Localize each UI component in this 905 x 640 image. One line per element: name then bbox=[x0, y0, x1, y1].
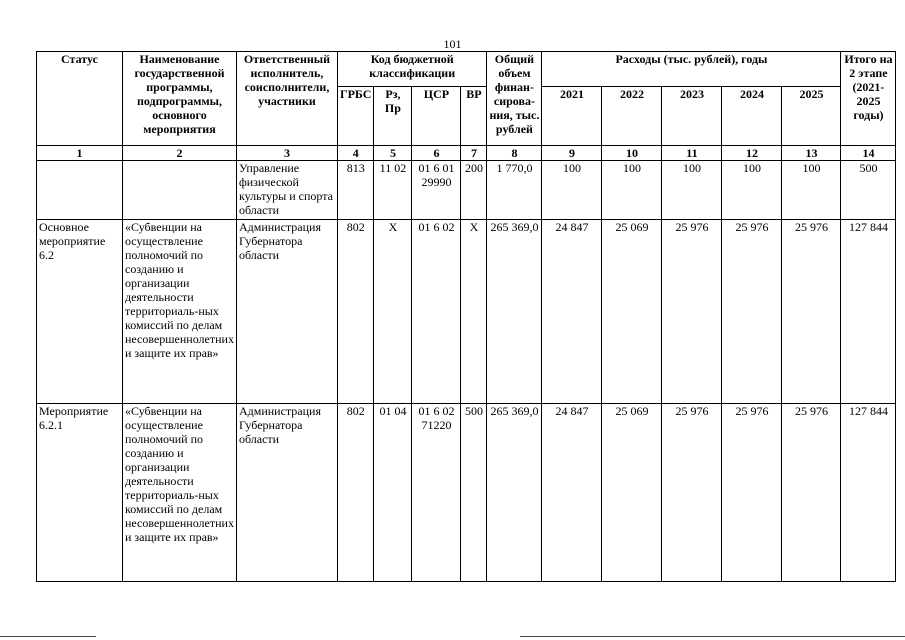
column-number: 14 bbox=[841, 146, 896, 161]
cell-2025: 25 976 bbox=[782, 220, 841, 404]
header-2024: 2024 bbox=[722, 87, 782, 146]
header-2025: 2025 bbox=[782, 87, 841, 146]
cell-2021: 24 847 bbox=[542, 404, 602, 582]
header-vr: ВР bbox=[461, 87, 487, 146]
cell-status: Основное мероприятие 6.2 bbox=[37, 220, 123, 404]
column-number: 10 bbox=[602, 146, 662, 161]
header-2023: 2023 bbox=[662, 87, 722, 146]
column-number: 6 bbox=[412, 146, 461, 161]
header-itogo: Итого на 2 этапе (2021-2025 годы) bbox=[841, 52, 896, 146]
column-number: 9 bbox=[542, 146, 602, 161]
cell-total: 265 369,0 bbox=[487, 404, 542, 582]
cell-2022: 25 069 bbox=[602, 220, 662, 404]
cell-vr: 500 bbox=[461, 404, 487, 582]
column-number: 7 bbox=[461, 146, 487, 161]
header-expenses: Расходы (тыс. рублей), годы bbox=[542, 52, 841, 87]
cell-responsible: Администрация Губернатора области bbox=[236, 404, 337, 582]
cell-2023: 100 bbox=[662, 161, 722, 220]
cell-rz-pr: 11 02 bbox=[374, 161, 412, 220]
header-budget-code: Код бюджетной классификации bbox=[337, 52, 486, 87]
table-row bbox=[37, 220, 896, 404]
cell-2021: 100 bbox=[542, 161, 602, 220]
cell-2024: 25 976 bbox=[722, 220, 782, 404]
column-number: 12 bbox=[722, 146, 782, 161]
header-status: Статус bbox=[37, 52, 123, 146]
cell-responsible: Администрация Губернатора области bbox=[236, 220, 337, 404]
scan-edge-line-right bbox=[520, 636, 905, 637]
cell-responsible: Управление физической культуры и спорта области bbox=[236, 161, 337, 220]
cell-2022: 25 069 bbox=[602, 404, 662, 582]
cell-csr: 01 6 01 29990 bbox=[412, 161, 461, 220]
cell-2022: 100 bbox=[602, 161, 662, 220]
column-number: 4 bbox=[337, 146, 373, 161]
cell-grbs: 802 bbox=[337, 404, 373, 582]
cell-status: Мероприятие 6.2.1 bbox=[37, 404, 123, 582]
cell-2023: 25 976 bbox=[662, 220, 722, 404]
header-row bbox=[37, 52, 896, 87]
cell-vr: X bbox=[461, 220, 487, 404]
cell-rz-pr: 01 04 bbox=[374, 404, 412, 582]
column-number: 8 bbox=[487, 146, 542, 161]
cell-2023: 25 976 bbox=[662, 404, 722, 582]
header-2022: 2022 bbox=[602, 87, 662, 146]
page-number: 101 bbox=[443, 37, 462, 51]
header-total-volume: Общий объем финан-сирова-ния, тыс. рублей bbox=[487, 52, 542, 146]
cell-total: 1 770,0 bbox=[487, 161, 542, 220]
cell-name bbox=[123, 161, 237, 220]
cell-vr: 200 bbox=[461, 161, 487, 220]
column-number: 2 bbox=[123, 146, 237, 161]
cell-2021: 24 847 bbox=[542, 220, 602, 404]
scan-edge-line-left bbox=[0, 636, 96, 637]
cell-2024: 100 bbox=[722, 161, 782, 220]
cell-grbs: 813 bbox=[337, 161, 373, 220]
cell-name: «Субвенции на осуществление полномочий по созданию и организации деятельности территориаль-ных комиссий по делам несовершеннолетних и защите их прав» bbox=[123, 404, 237, 582]
cell-itogo: 500 bbox=[841, 161, 896, 220]
cell-csr: 01 6 02 71220 bbox=[412, 404, 461, 582]
column-number: 1 bbox=[37, 146, 123, 161]
cell-itogo: 127 844 bbox=[841, 220, 896, 404]
cell-name: «Субвенции на осуществление полномочий по созданию и организации деятельности территориаль-ных комиссий по делам несовершеннолетних и защите их прав» bbox=[123, 220, 237, 404]
column-number: 3 bbox=[236, 146, 337, 161]
budget-table bbox=[36, 51, 896, 582]
header-rz-pr: Рз, Пр bbox=[374, 87, 412, 146]
cell-grbs: 802 bbox=[337, 220, 373, 404]
cell-csr: 01 6 02 bbox=[412, 220, 461, 404]
cell-2025: 100 bbox=[782, 161, 841, 220]
column-number: 5 bbox=[374, 146, 412, 161]
header-responsible: Ответственный исполнитель, соисполнители, участники bbox=[236, 52, 337, 146]
header-grbs: ГРБС bbox=[337, 87, 373, 146]
cell-2024: 25 976 bbox=[722, 404, 782, 582]
header-csr: ЦСР bbox=[412, 87, 461, 146]
table-row bbox=[37, 404, 896, 582]
cell-total: 265 369,0 bbox=[487, 220, 542, 404]
column-number: 11 bbox=[662, 146, 722, 161]
column-number-row bbox=[37, 146, 896, 161]
table-row bbox=[37, 161, 896, 220]
column-number: 13 bbox=[782, 146, 841, 161]
cell-rz-pr: X bbox=[374, 220, 412, 404]
cell-itogo: 127 844 bbox=[841, 404, 896, 582]
cell-status bbox=[37, 161, 123, 220]
header-2021: 2021 bbox=[542, 87, 602, 146]
cell-2025: 25 976 bbox=[782, 404, 841, 582]
header-name: Наименование государственной программы, подпрограммы, основного мероприятия bbox=[123, 52, 237, 146]
